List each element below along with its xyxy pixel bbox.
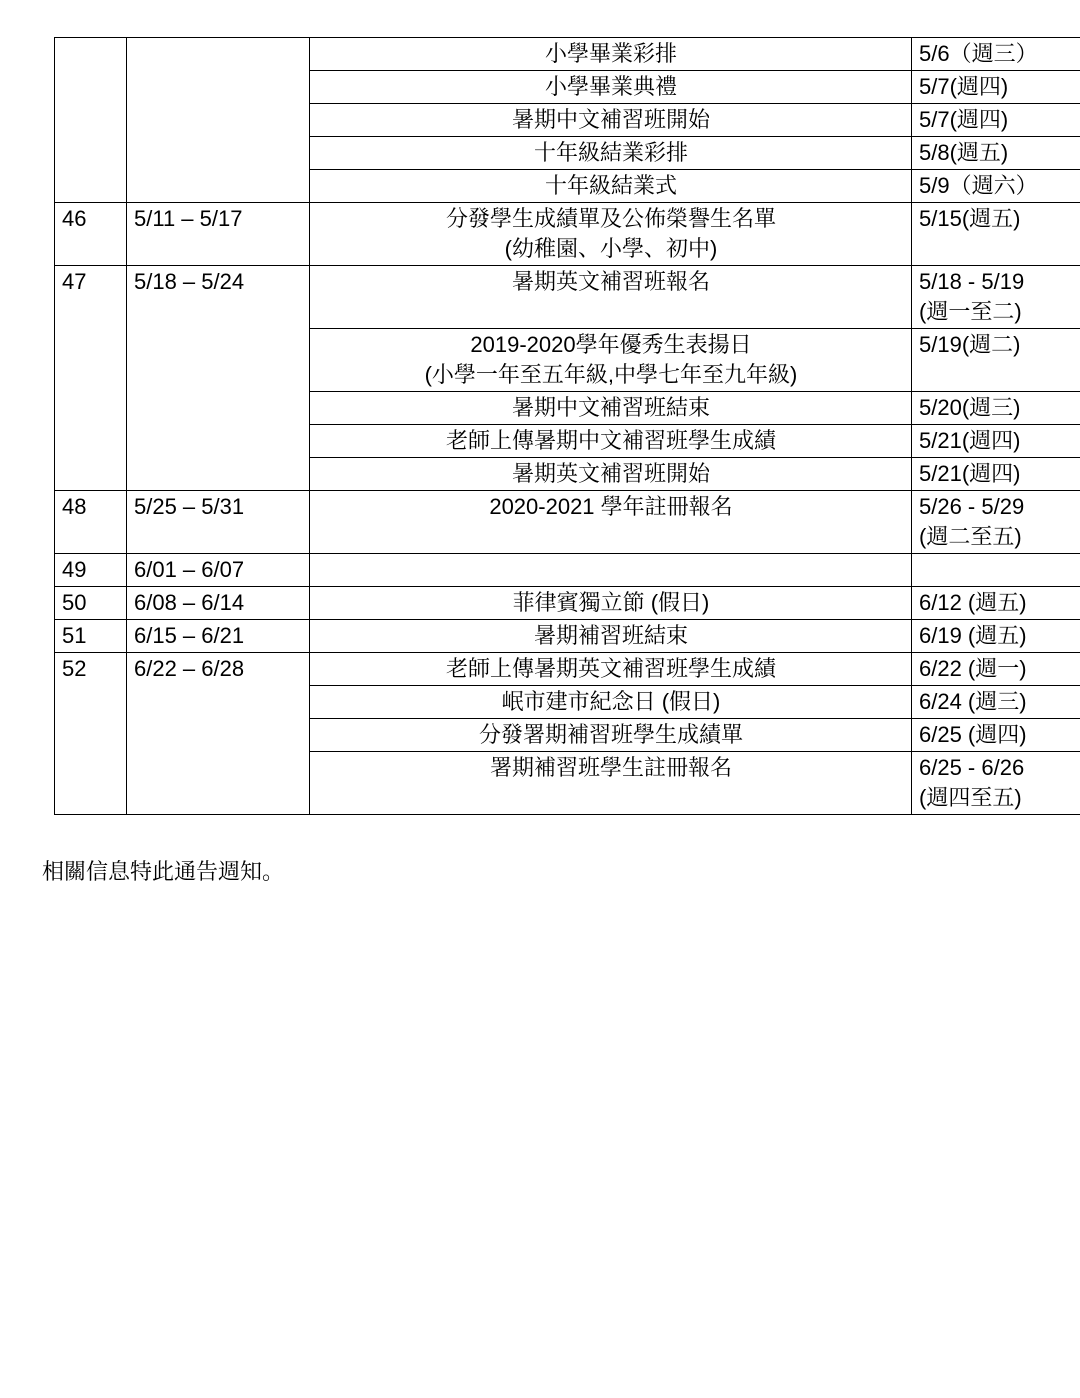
date-text: 6/19 (週五) — [919, 623, 1027, 648]
table-row — [55, 587, 1080, 620]
event-text: 小學畢業彩排 — [544, 41, 677, 66]
event-text: 小學畢業典禮 — [544, 74, 677, 99]
date-cell — [912, 752, 1080, 815]
date-text: 6/12 (週五) — [919, 590, 1027, 615]
date-cell — [912, 554, 1080, 587]
date-cell — [912, 203, 1080, 266]
date-cell — [912, 686, 1080, 719]
event-cell — [310, 719, 912, 752]
event-text: (幼稚園、小學、初中) — [504, 236, 718, 261]
date-cell — [912, 71, 1080, 104]
date-cell — [912, 491, 1080, 554]
date-text: 5/8(週五) — [919, 140, 1009, 165]
table-row — [55, 266, 1080, 329]
week-range-cell: 6/22 – 6/28 — [127, 653, 310, 815]
event-text: 十年級結業式 — [544, 173, 677, 198]
event-text: 2019-2020學年優秀生表揚日 — [470, 332, 752, 357]
event-text: 暑期中文補習班結束 — [511, 395, 710, 420]
date-cell — [912, 104, 1080, 137]
date-text: 5/26 - 5/29 — [919, 494, 1025, 519]
date-text: (週二至五) — [919, 524, 1022, 549]
date-text: 5/7(週四) — [919, 107, 1009, 132]
date-cell — [912, 170, 1080, 203]
date-text: 5/15(週五) — [919, 206, 1021, 231]
date-text: 6/25 (週四) — [919, 722, 1027, 747]
date-cell — [912, 587, 1080, 620]
event-cell — [310, 686, 912, 719]
event-text: 岷市建市紀念日 (假日) — [501, 689, 721, 714]
table-row — [55, 620, 1080, 653]
date-text: 6/22 (週一) — [919, 656, 1027, 681]
date-cell — [912, 137, 1080, 170]
event-cell — [310, 71, 912, 104]
event-cell — [310, 554, 912, 587]
week-range-cell — [127, 38, 310, 203]
week-range-cell: 6/01 – 6/07 — [127, 554, 310, 587]
week-number-cell: 48 — [55, 491, 127, 554]
event-cell — [310, 266, 912, 329]
event-cell — [310, 104, 912, 137]
date-cell — [912, 653, 1080, 686]
event-text: 暑期補習班結束 — [533, 623, 688, 648]
date-cell — [912, 425, 1080, 458]
week-number-cell — [55, 38, 127, 203]
week-number-cell: 47 — [55, 266, 127, 491]
date-cell — [912, 38, 1080, 71]
event-text — [317, 555, 905, 585]
date-text: 5/9（週六） — [919, 173, 1038, 198]
event-cell — [310, 203, 912, 266]
event-text: 十年級結業彩排 — [533, 140, 688, 165]
event-cell — [310, 752, 912, 815]
event-cell — [310, 587, 912, 620]
event-text: 老師上傳暑期英文補習班學生成績 — [445, 656, 776, 681]
event-cell — [310, 425, 912, 458]
date-text: 5/6（週三） — [919, 41, 1038, 66]
date-text: 5/7(週四) — [919, 74, 1009, 99]
date-text: (週四至五) — [919, 785, 1022, 810]
week-range-cell: 5/11 – 5/17 — [127, 203, 310, 266]
event-text: 暑期中文補習班開始 — [511, 107, 710, 132]
date-cell — [912, 620, 1080, 653]
date-text: 6/25 - 6/26 — [919, 755, 1025, 780]
event-cell — [310, 620, 912, 653]
event-cell — [310, 329, 912, 392]
week-range-cell: 6/15 – 6/21 — [127, 620, 310, 653]
event-cell — [310, 137, 912, 170]
date-cell — [912, 329, 1080, 392]
schedule-table — [54, 37, 1080, 815]
date-text: (週一至二) — [919, 299, 1022, 324]
table-row — [55, 554, 1080, 587]
event-text: 2020-2021 學年註冊報名 — [489, 494, 733, 519]
date-text: 5/21(週四) — [919, 461, 1021, 486]
table-row — [55, 491, 1080, 554]
table-row — [55, 653, 1080, 686]
week-number-cell: 52 — [55, 653, 127, 815]
date-text: 5/18 - 5/19 — [919, 269, 1025, 294]
event-text: 老師上傳暑期中文補習班學生成績 — [445, 428, 776, 453]
week-number-cell: 51 — [55, 620, 127, 653]
table-row — [55, 38, 1080, 71]
event-cell — [310, 38, 912, 71]
event-text: 菲律賓獨立節 (假日) — [512, 590, 710, 615]
event-cell — [310, 392, 912, 425]
event-cell — [310, 491, 912, 554]
date-text: 6/24 (週三) — [919, 689, 1027, 714]
date-cell — [912, 392, 1080, 425]
date-cell — [912, 458, 1080, 491]
event-text: 暑期英文補習班報名 — [511, 269, 710, 294]
date-cell — [912, 266, 1080, 329]
event-text: 分發署期補習班學生成績單 — [478, 722, 743, 747]
week-number-cell: 49 — [55, 554, 127, 587]
event-text: 分發學生成績單及公佈榮譽生名單 — [445, 206, 776, 231]
event-cell — [310, 653, 912, 686]
date-cell — [912, 719, 1080, 752]
week-range-cell: 5/18 – 5/24 — [127, 266, 310, 491]
table-row — [55, 203, 1080, 266]
date-text: 5/19(週二) — [919, 332, 1021, 357]
week-range-cell: 6/08 – 6/14 — [127, 587, 310, 620]
event-cell — [310, 170, 912, 203]
week-number-cell: 50 — [55, 587, 127, 620]
date-text: 5/21(週四) — [919, 428, 1021, 453]
event-cell — [310, 458, 912, 491]
date-text: 5/20(週三) — [919, 395, 1021, 420]
week-range-cell: 5/25 – 5/31 — [127, 491, 310, 554]
event-text: 暑期英文補習班開始 — [511, 461, 710, 486]
event-text: 署期補習班學生註冊報名 — [489, 755, 732, 780]
event-text: (小學一年至五年級,中學七年至九年級) — [424, 362, 798, 387]
closing-notice: 相關信息特此通告週知。 — [42, 859, 285, 884]
week-number-cell: 46 — [55, 203, 127, 266]
